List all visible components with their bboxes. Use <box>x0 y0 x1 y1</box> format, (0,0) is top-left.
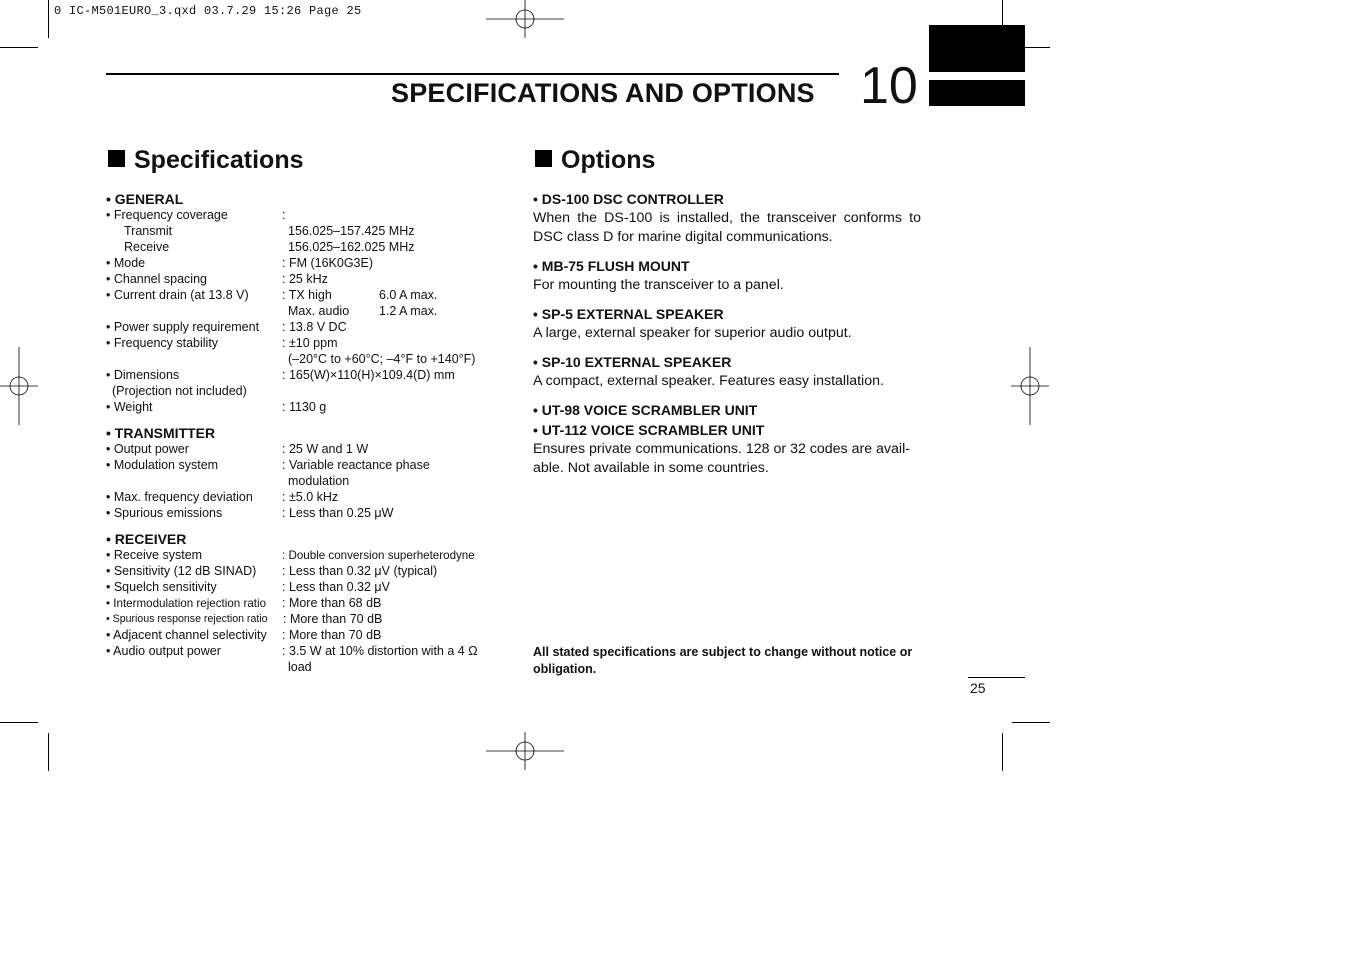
spec-label: Transmit <box>124 224 173 238</box>
spec-value: : Variable reactance phase <box>282 458 430 472</box>
spec-value: 1.2 A max. <box>379 304 438 318</box>
spec-label: • Channel spacing <box>106 272 207 286</box>
spec-label: (Projection not included) <box>112 384 247 398</box>
option-title: • SP-10 EXTERNAL SPEAKER <box>533 354 732 370</box>
option-text <box>533 440 921 478</box>
square-bullet-icon <box>535 150 552 167</box>
section-transmitter: • TRANSMITTER <box>106 425 216 441</box>
spec-label: • Output power <box>106 442 189 456</box>
spec-value: : More than 70 dB <box>282 628 382 642</box>
page-number-rule <box>968 677 1025 678</box>
options-heading: Options <box>535 146 655 175</box>
spec-value: : 25 W and 1 W <box>282 442 369 456</box>
crop-mark <box>48 0 49 38</box>
spec-label: • Spurious emissions <box>106 506 223 520</box>
option-text: A compact, external speaker. Features easy installation. <box>533 373 884 389</box>
spec-value: : More than 68 dB <box>282 596 382 610</box>
option-text <box>533 209 921 247</box>
spec-label: • Mode <box>106 256 146 270</box>
crop-mark <box>0 722 38 723</box>
option-text: A large, external speaker for superior audio output. <box>533 325 852 341</box>
spec-label: • Frequency stability <box>106 336 219 350</box>
spec-value: : <box>282 208 286 222</box>
spec-value: : 3.5 W at 10% distortion with a 4 Ω <box>282 644 478 658</box>
spec-label: • Frequency coverage <box>106 208 228 222</box>
section-receiver: • RECEIVER <box>106 531 187 547</box>
spec-value: : Double conversion superheterodyne <box>282 549 475 562</box>
crop-mark <box>0 47 38 48</box>
spec-label: • Spurious response rejection ratio <box>106 613 268 625</box>
header-rule <box>106 73 839 75</box>
chapter-number: 10 <box>860 57 918 115</box>
page-number: 25 <box>970 680 986 696</box>
crop-mark <box>1002 733 1003 771</box>
text-line: DSC class D for marine digital communications. <box>533 229 833 245</box>
option-title: • UT-98 VOICE SCRAMBLER UNIT <box>533 402 758 418</box>
spec-value: : 1130 g <box>282 400 327 414</box>
spec-label: Receive <box>124 240 170 254</box>
disclaimer-note <box>533 644 912 678</box>
spec-value: : Less than 0.32 μV <box>282 580 390 594</box>
option-title: • MB-75 FLUSH MOUNT <box>533 258 690 274</box>
specifications-heading: Specifications <box>108 146 304 175</box>
text-line: When the DS-100 is installed, the transceiver conforms to <box>533 210 921 226</box>
spec-value: 6.0 A max. <box>379 288 438 302</box>
spec-label: • Receive system <box>106 548 203 562</box>
spec-label: • Intermodulation rejection ratio <box>106 597 267 610</box>
registration-mark-icon <box>1011 347 1049 425</box>
spec-value: (–20°C to +60°C; –4°F to +140°F) <box>288 352 476 366</box>
spec-label: • Power supply requirement <box>106 320 260 334</box>
spec-value: : Less than 0.32 μV (typical) <box>282 564 438 578</box>
option-text: For mounting the transceiver to a panel. <box>533 277 784 293</box>
crop-mark <box>48 733 49 771</box>
spec-value: : ±10 ppm <box>282 336 338 350</box>
page-title: SPECIFICATIONS AND OPTIONS <box>391 78 815 108</box>
spec-value: : More than 70 dB <box>283 612 383 626</box>
spec-value: 156.025–157.425 MHz <box>288 224 415 238</box>
spec-label: • Dimensions <box>106 368 180 382</box>
spec-value: : 13.8 V DC <box>282 320 347 334</box>
section-general: • GENERAL <box>106 191 184 207</box>
registration-mark-icon <box>486 0 564 38</box>
chapter-tab <box>929 25 1025 72</box>
spec-value: : FM (16K0G3E) <box>282 256 373 270</box>
option-title: • DS-100 DSC CONTROLLER <box>533 191 724 207</box>
text-line: able. Not available in some countries. <box>533 460 769 476</box>
spec-value: : 165(W)×110(H)×109.4(D) mm <box>282 368 455 382</box>
spec-value: Max. audio <box>288 304 350 318</box>
option-title: • SP-5 EXTERNAL SPEAKER <box>533 306 724 322</box>
spec-value: : Less than 0.25 μW <box>282 506 394 520</box>
text-line: Ensures private communications. 128 or 32 codes are avail- <box>533 441 910 457</box>
spec-value: : TX high <box>282 288 332 302</box>
crop-mark <box>1012 722 1050 723</box>
print-slug: 0 IC-M501EURO_3.qxd 03.7.29 15:26 Page 25 <box>54 4 362 18</box>
option-title: • UT-112 VOICE SCRAMBLER UNIT <box>533 422 765 438</box>
spec-value: : ±5.0 kHz <box>282 490 339 504</box>
spec-label: • Modulation system <box>106 458 219 472</box>
spec-label: • Current drain (at 13.8 V) <box>106 288 249 302</box>
text-line: obligation. <box>533 662 597 676</box>
spec-label: • Max. frequency deviation <box>106 490 253 504</box>
registration-mark-icon <box>0 347 38 425</box>
spec-value: load <box>288 660 312 674</box>
spec-value: modulation <box>288 474 350 488</box>
spec-value: 156.025–162.025 MHz <box>288 240 415 254</box>
spec-label: • Weight <box>106 400 153 414</box>
spec-value: : 25 kHz <box>282 272 328 286</box>
text-line: All stated specifications are subject to change without notice or <box>533 645 913 659</box>
spec-label: • Sensitivity (12 dB SINAD) <box>106 564 257 578</box>
spec-label: • Squelch sensitivity <box>106 580 217 594</box>
spec-label: • Audio output power <box>106 644 221 658</box>
spec-label: • Adjacent channel selectivity <box>106 628 267 642</box>
square-bullet-icon <box>108 150 125 167</box>
registration-mark-icon <box>486 732 564 770</box>
chapter-tab <box>929 80 1025 106</box>
